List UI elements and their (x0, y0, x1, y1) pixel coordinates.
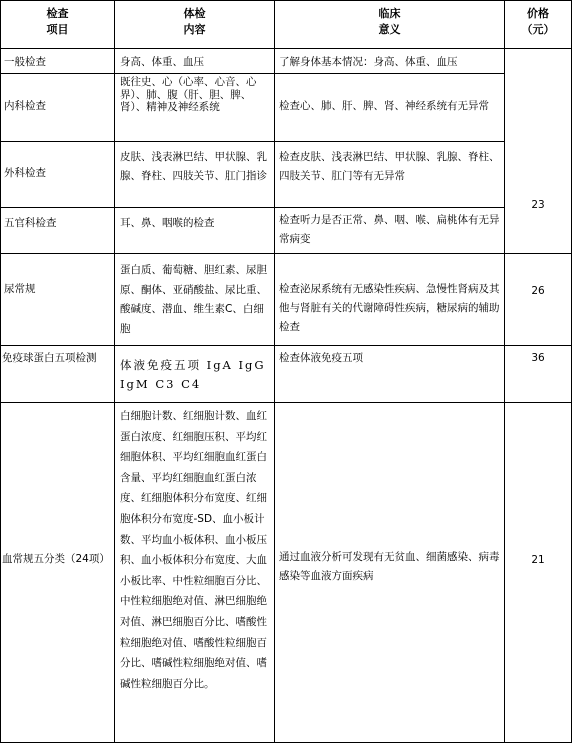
header-item (1, 6, 114, 38)
row-divider (0, 141, 504, 142)
header-price (505, 6, 571, 38)
price-value: 23 (531, 199, 545, 211)
row-meaning: 检查心、肺、肝、脾、肾、神经系统有无异常 (279, 100, 489, 112)
row-divider (0, 253, 572, 254)
column-divider (0, 0, 1, 743)
header-price-line2: （元） (521, 23, 555, 36)
immune-content-line2: IgM C3 C4 (120, 377, 202, 391)
header-price-line1: 价格 (527, 7, 549, 20)
row-meaning: 了解身体基本情况：身高、体重、血压 (279, 56, 458, 68)
column-divider (274, 0, 275, 743)
row-item: 内科检查 (4, 100, 46, 112)
header-item-line1: 检查 (46, 7, 69, 20)
row-divider (0, 207, 504, 208)
header-content (115, 6, 274, 38)
row-content: 身高、体重、血压 (120, 56, 204, 68)
row-item: 五官科检查 (4, 217, 57, 229)
row-divider (0, 402, 572, 403)
price-value: 26 (531, 285, 545, 297)
price-value: 36 (531, 352, 545, 364)
row-content: 耳、鼻、咽喉的检查 (120, 217, 215, 229)
row-meaning: 检查皮肤、浅表淋巴结、甲状腺、乳腺、脊柱、四肢关节、肛门等有无异常 (279, 151, 500, 183)
column-divider (504, 0, 505, 743)
row-content: 白细胞计数、红细胞计数、血红蛋白浓度、红细胞压积、平均红细胞体积、平均红细胞血红蛋白含量、平均红细胞血红蛋白浓度、红细胞体积分布宽度、红细胞体积分布宽度-SD、血小板计数、平均血小板体积、血小板压积、血小板体积分布宽度、大血小板比率、中性粒细胞百分比、中性粒细胞绝对值、淋巴细胞绝对值、淋巴细胞百分比、嗜酸性粒细胞绝对值、嗜酸性粒细胞百分比、嗜碱性粒细胞绝对值、嗜碱性粒细胞百分比。 (120, 410, 267, 690)
row-item: 外科检查 (4, 167, 46, 179)
row-divider (0, 73, 504, 74)
row-content: 蛋白质、葡萄糖、胆红素、尿胆原、酮体、亚硝酸盐、尿比重、酸碱度、潜血、维生素C、白细胞 (120, 264, 267, 335)
header-meaning-line2: 意义 (378, 23, 401, 36)
row-item: 一般检查 (4, 56, 46, 68)
row-item: 尿常规 (4, 283, 36, 295)
row-meaning: 检查体液免疫五项 (279, 352, 363, 364)
row-divider (0, 48, 572, 49)
row-meaning: 检查听力是否正常、鼻、咽、喉、扁桃体有无异常病变 (279, 214, 500, 246)
table-border-top (0, 0, 572, 1)
header-content-line1: 体检 (183, 7, 206, 20)
header-item-line2: 项目 (46, 23, 69, 36)
row-content: 既往史、心（心率、心音、心界）、肺、腹（肝、胆、脾、肾）、精神及神经系统 (120, 76, 257, 113)
column-divider (114, 0, 115, 743)
row-content (120, 356, 272, 394)
header-meaning-line1: 临床 (378, 7, 401, 20)
row-item: 免疫球蛋白五项检测 (2, 352, 97, 364)
row-meaning: 检查泌尿系统有无感染性疾病、急慢性肾病及其他与肾脏有关的代谢障碍性疾病，糖尿病的辅助检查 (279, 283, 500, 334)
header-content-line2: 内容 (183, 23, 206, 36)
row-item: 血常规五分类（24项） (2, 553, 110, 565)
price-value: 21 (531, 554, 545, 566)
row-content: 皮肤、浅表淋巴结、甲状腺、乳腺、脊柱、四肢关节、肛门指诊 (120, 151, 267, 183)
row-meaning: 通过血液分析可发现有无贫血、细菌感染、病毒感染等血液方面疾病 (279, 551, 500, 583)
header-meaning (275, 6, 504, 38)
row-divider (0, 345, 572, 346)
immune-content-line1: 体液免疫五项 IgA IgG (120, 358, 266, 372)
